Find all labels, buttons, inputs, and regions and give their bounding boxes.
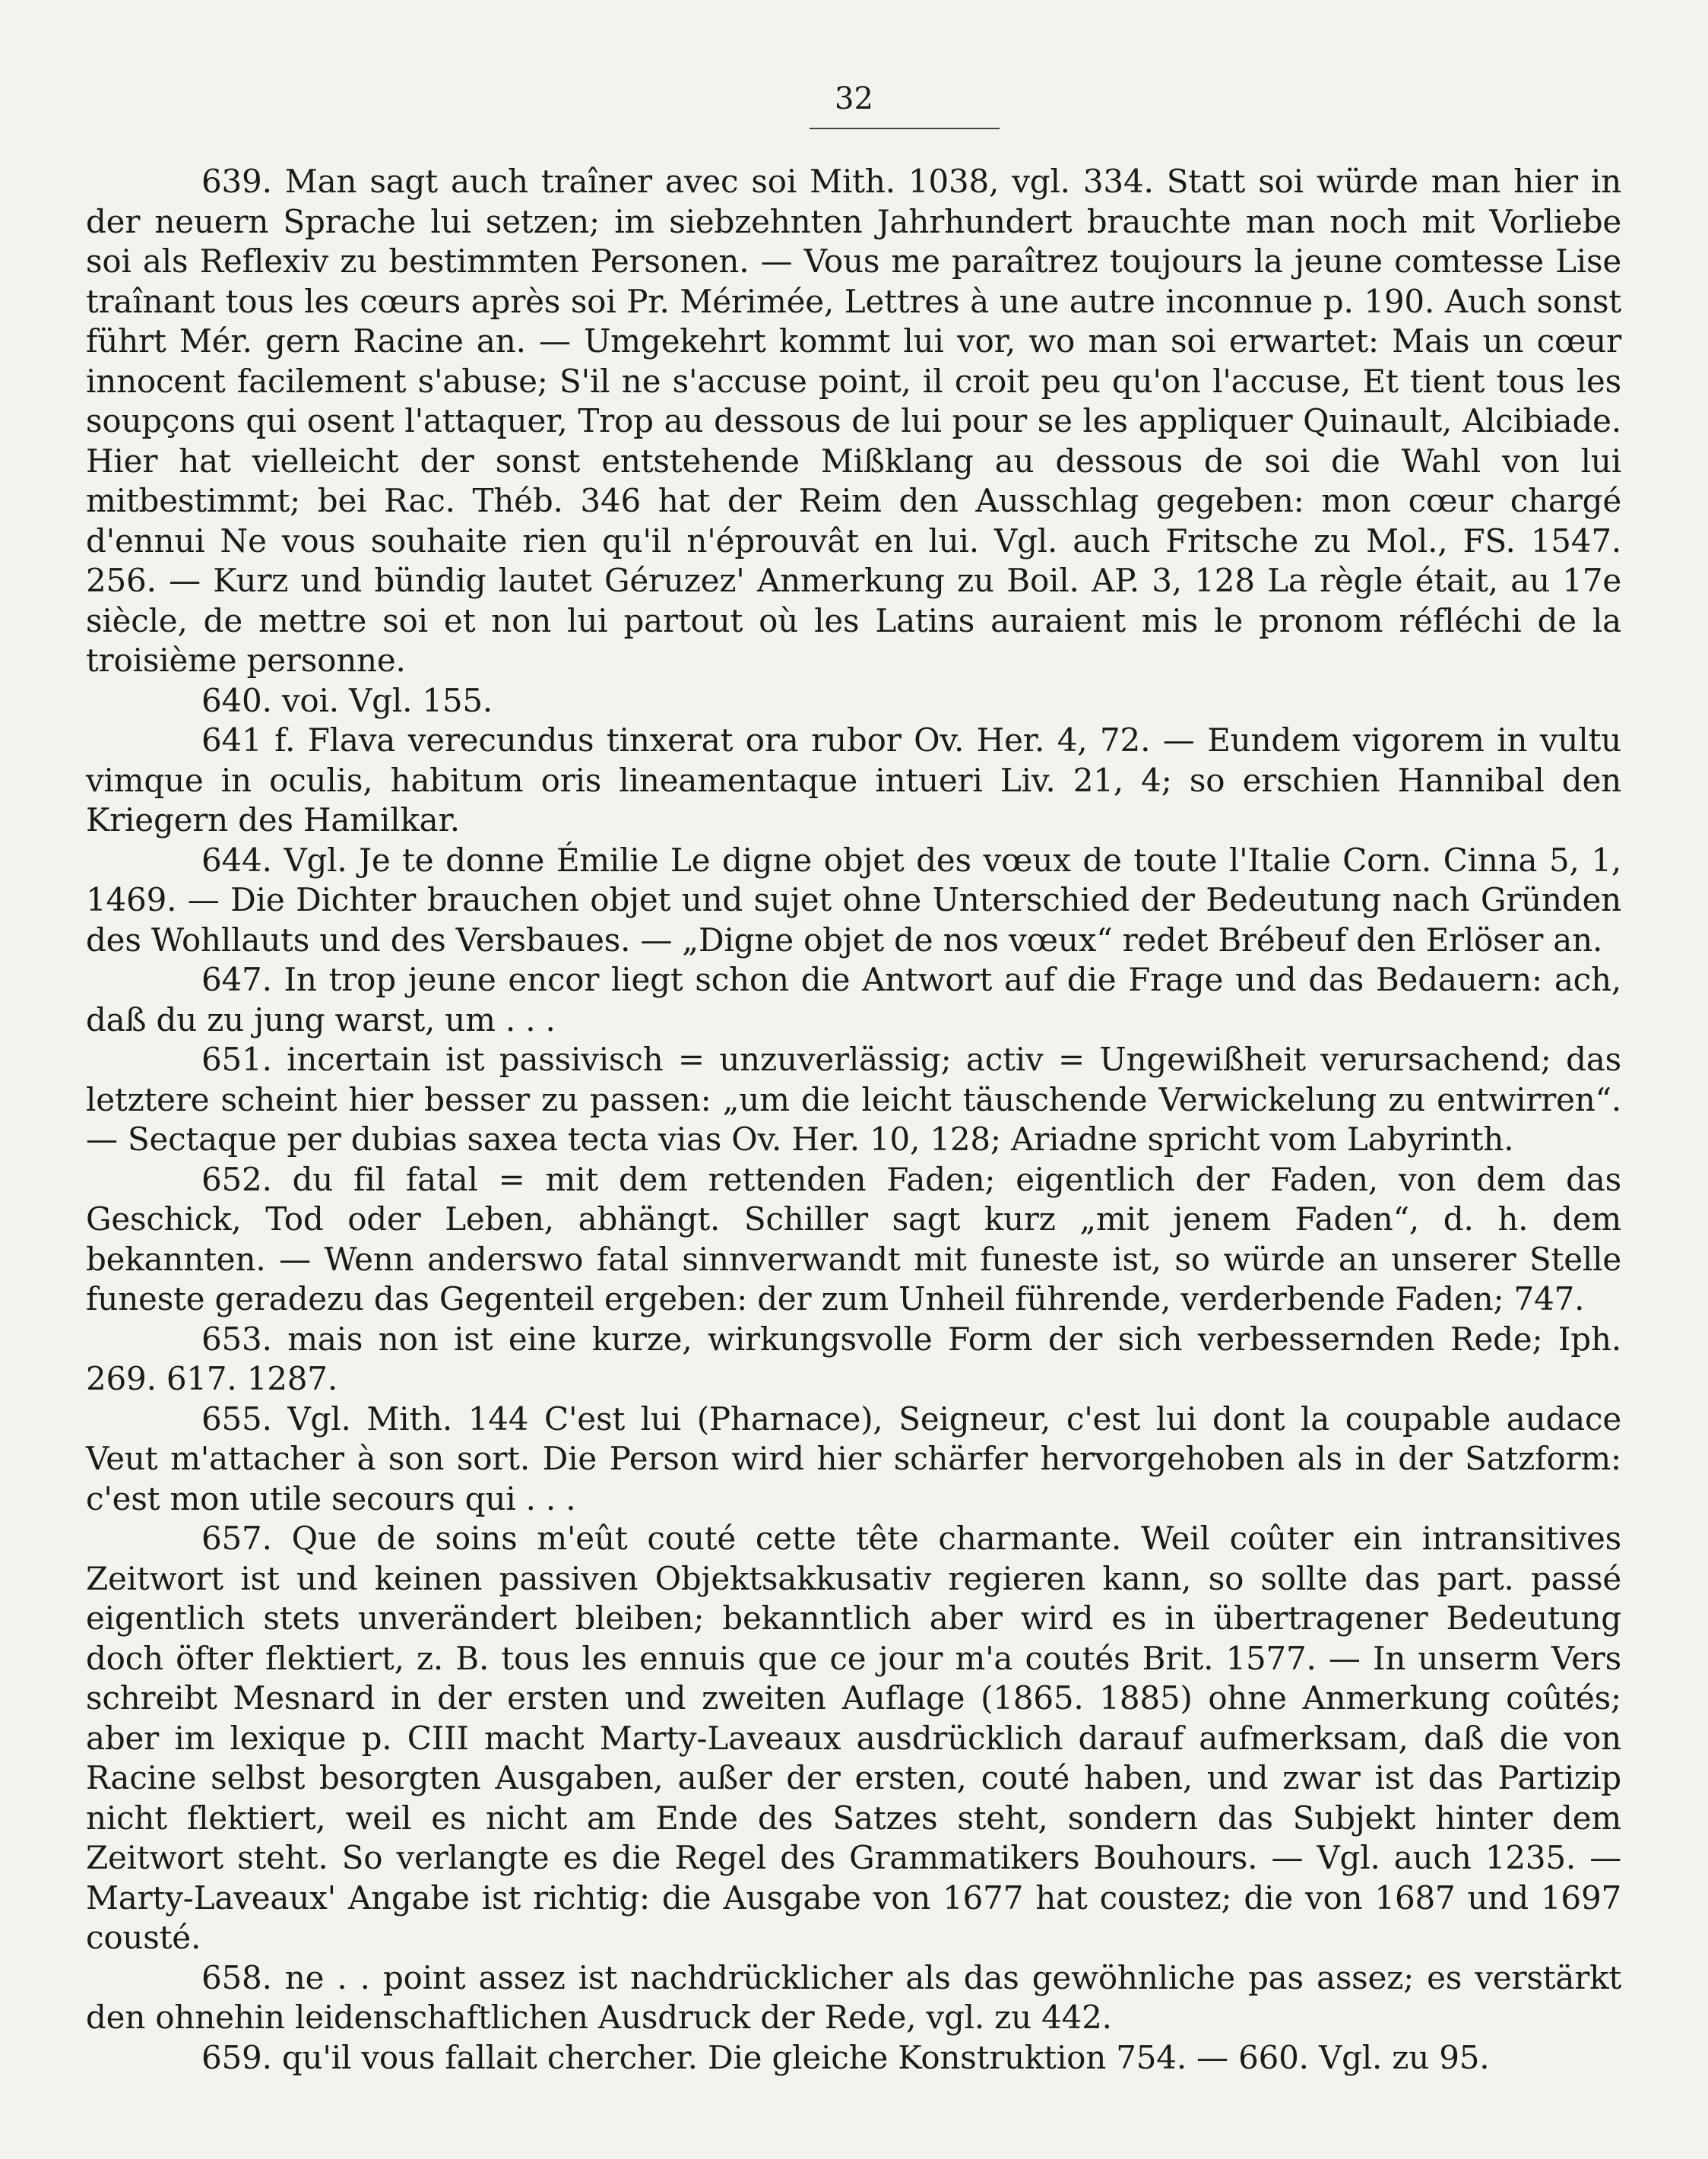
note-651: 651. incertain ist passivisch = unzuverlässig; activ = Ungewißheit verursachend; das letztere scheint hier besser zu passen: „um die leicht täuschende Verwickelung zu entwirren“. — Sectaque per dubias saxea tecta vias Ov. Her. 10, 128; Ariadne spricht vom Labyrinth. [86, 1041, 1621, 1158]
note-655: 655. Vgl. Mith. 144 C'est lui (Pharnace), Seigneur, c'est lui dont la coupable audace Veut m'attacher à son sort. Die Person wird hier schärfer hervorgehoben als in der Satzform: c'est mon utile secours qui . . . [86, 1400, 1621, 1517]
note-640: 640. voi. Vgl. 155. [201, 681, 493, 719]
note-647: 647. In trop jeune encor liegt schon die Antwort auf die Frage und das Bedauern: ach, daß du zu jung warst, um . . . [86, 961, 1621, 1038]
page-number: 32 [835, 81, 873, 116]
note-653: 653. mais non ist eine kurze, wirkungsvolle Form der sich verbessernden Rede; Iph. 269. 617. 1287. [86, 1320, 1621, 1397]
header-rule [810, 128, 1000, 129]
note-641: 641 f. Flava verecundus tinxerat ora rubor Ov. Her. 4, 72. — Eundem vigorem in vultu vimque in oculis, habitum oris lineamentaque intueri Liv. 21, 4; so erschien Hannibal den Kriegern des Hamilkar. [86, 721, 1621, 839]
note-657: 657. Que de soins m'eût couté cette tête charmante. Weil coûter ein intransitives Zeitwort ist und keinen passiven Objektsakkusativ regieren kann, so sollte das part. passé eigentlich stets unverändert bleiben; bekanntlich aber wird es in übertragener Bedeutung doch öfter flektiert, z. B. tous les ennuis que ce jour m'a coutés Brit. 1577. — In unserm Vers schreibt Mesnard in der ersten und zweiten Auflage (1865. 1885) ohne Anmerkung coûtés; aber im lexique p. CIII macht Marty-Laveaux ausdrücklich darauf aufmerksam, daß die von Racine selbst besorgten Ausgaben, außer der ersten, couté haben, und zwar ist das Partizip nicht flektiert, weil es nicht am Ende des Satzes steht, sondern das Subjekt hinter dem Zeitwort steht. So verlangte es die Regel des Grammatikers Bouhours. — Vgl. auch 1235. — Marty-Laveaux' Angabe ist richtig: die Ausgabe von 1677 hat coustez; die von 1687 und 1697 cousté. [86, 1520, 1621, 1956]
note-659: 659. qu'il vous fallait chercher. Die gleiche Konstruktion 754. — 660. Vgl. zu 95. [201, 2038, 1490, 2076]
note-652: 652. du fil fatal = mit dem rettenden Faden; eigentlich der Faden, von dem das Geschick, Tod oder Leben, abhängt. Schiller sagt kurz „mit jenem Faden“, d. h. dem bekannten. — Wenn anderswo fatal sinnverwandt mit funeste ist, so würde an unserer Stelle funeste geradezu das Gegenteil ergeben: der zum Unheil führende, verderbende Faden; 747. [86, 1160, 1621, 1317]
note-639: 639. Man sagt auch traîner avec soi Mith. 1038, vgl. 334. Statt soi würde man hier in der neuern Sprache lui setzen; im siebzehnten Jahrhundert brauchte man noch mit Vorliebe soi als Reflexiv zu bestimmten Personen. — Vous me paraîtrez toujours la jeune comtesse Lise traînant tous les cœurs après soi Pr. Mérimée, Lettres à une autre inconnue p. 190. Auch sonst führt Mér. gern Racine an. — Umgekehrt kommt lui vor, wo man soi erwartet: Mais un cœur innocent facilement s'abuse; S'il ne s'accuse point, il croit peu qu'on l'accuse, Et tient tous les soupçons qui osent l'attaquer, Trop au dessous de lui pour se les appliquer Quinault, Alcibiade. Hier hat vielleicht der sonst entstehende Mißklang au dessous de soi die Wahl von lui mitbestimmt; bei Rac. Théb. 346 hat der Reim den Ausschlag gegeben: mon cœur chargé d'ennui Ne vous souhaite rien qu'il n'éprouvât en lui. Vgl. auch Fritsche zu Mol., FS. 1547. 256. — Kurz und bündig lautet Géruzez' Anmerkung zu Boil. AP. 3, 128 La règle était, au 17e siècle, de mettre soi et non lui partout où les Latins auraient mis le pronom réfléchi de la troisième personne. [86, 163, 1621, 679]
commentary-body [86, 162, 1621, 2078]
note-658: 658. ne . . point assez ist nachdrücklicher als das gewöhnliche pas assez; es verstärkt den ohnehin leidenschaftlichen Ausdruck der Rede, vgl. zu 442. [86, 1958, 1621, 2036]
note-644: 644. Vgl. Je te donne Émilie Le digne objet des vœux de toute l'Italie Corn. Cinna 5, 1, 1469. — Die Dichter brauchen objet und sujet ohne Unterschied der Bedeutung nach Gründen des Wohllauts und des Versbaues. — „Digne objet de nos vœux“ redet Brébeuf den Erlöser an. [86, 841, 1621, 959]
